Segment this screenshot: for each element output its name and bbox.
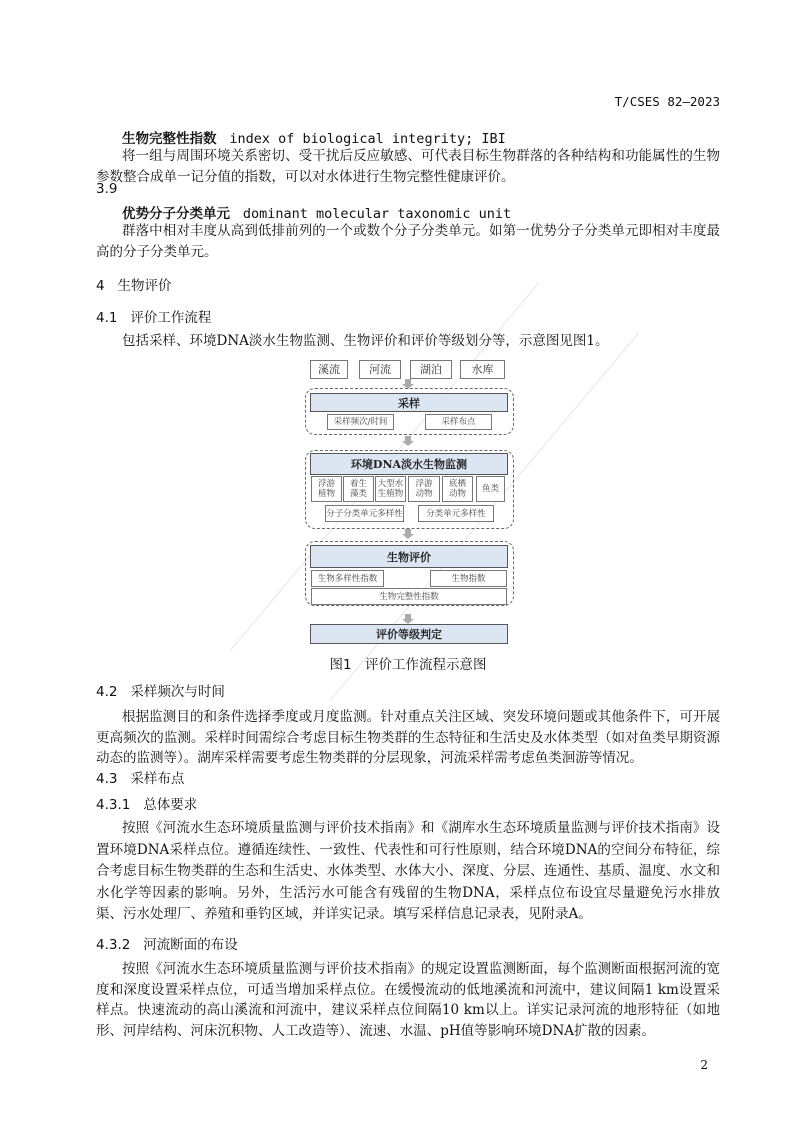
arrow-down-icon [405, 436, 411, 442]
evaluation-title: 生物评价 [310, 545, 508, 568]
taxon-group-box: 浮游 动物 [408, 476, 440, 502]
sampling-title: 采样 [310, 393, 508, 412]
term-definition: 群落中相对丰度从高到低排前列的一个或数个分子分类单元。如第一优势分子分类单元即相对丰度最高的分子分类单元。 [96, 223, 720, 260]
monitoring-title: 环境DNA淡水生物监测 [310, 453, 508, 475]
term-title-cn: 生物完整性指数 [122, 131, 217, 147]
doc-id-header: T/CSES 82—2023 [614, 94, 720, 109]
evaluation-item: 生物指数 [430, 570, 507, 587]
term-definition: 将一组与周围环境关系密切、受干扰后反应敏感、可代表目标生物群落的各种结构和功能属性的生物参数整合成单一记分值的指数，可以对水体进行生物完整性健康评价。 [96, 148, 720, 185]
arrow-down-icon [405, 529, 411, 535]
metric-box: 分子分类单元多样性 [325, 505, 404, 522]
arrow-down-icon [405, 379, 411, 385]
paragraph: 按照《河流水生态环境质量监测与评价技术指南》和《湖库水生态环境质量监测与评价技术指南》设置环境DNA采样点位。遵循连续性、一致性、代表性和可行性原则，结合环境DNA的空间分布特征，综合考虑目标生物类群的生态和生活史、水体类型、水体大小、深度、分层、连通性、基质、温度、水文和水化学等因素的影响。另外，生活污水可能含有残留的生物DNA，采样点位布设宜尽量避免污水排放渠、污水处理厂、养殖和垂钓区域，并详实记录。填写采样信息记录表，见附录A。 [96, 820, 720, 922]
paragraph: 根据监测目的和条件选择季度或月度监测。针对重点关注区域、突发环境问题或其他条件下，可开展更高频次的监测。采样时间需综合考虑目标生物类群的生态特征和生活史及水体类型（如对鱼类早期资源动态的监测等）。湖库采样需要考虑生物类群的分层现象，河流采样需考虑鱼类洄游等情况。 [96, 709, 720, 766]
taxon-group-box: 着生 藻类 [343, 476, 374, 502]
term-title-en: index of biological integrity; IBI [229, 131, 506, 147]
section-heading: 4.3.2 河流断面的布设 [96, 937, 238, 953]
grading-box: 评价等级判定 [310, 624, 508, 644]
source-box: 湖泊 [410, 360, 452, 379]
arrow-down-icon [405, 614, 411, 620]
sampling-item: 采样布点 [425, 414, 492, 430]
figure-caption: 图1 评价工作流程示意图 [329, 657, 487, 673]
source-box: 溪流 [310, 360, 348, 379]
taxon-group-box: 鱼类 [476, 476, 505, 502]
term-heading [122, 127, 506, 147]
paragraph: 包括采样、环境DNA淡水生物监测、生物评价和评价等级划分等，示意图见图1。 [122, 333, 609, 349]
taxon-group-box: 大型水 生植物 [375, 476, 406, 502]
taxon-group-box: 浮游 植物 [311, 476, 342, 502]
section-heading: 4.1 评价工作流程 [96, 310, 212, 326]
source-box: 河流 [359, 360, 401, 379]
term-heading [122, 202, 511, 222]
page-number: 2 [700, 1058, 708, 1072]
section-heading: 4.3.1 总体要求 [96, 797, 198, 813]
source-box: 水库 [460, 360, 505, 379]
metric-box: 分类单元多样性 [418, 505, 494, 522]
evaluation-item: 生物多样性指数 [311, 570, 384, 587]
term-title-en: dominant molecular taxonomic unit [242, 206, 512, 222]
section-heading: 4 生物评价 [96, 278, 172, 294]
term-number: 3.9 [96, 181, 118, 197]
section-heading: 4.3 采样布点 [96, 771, 185, 787]
evaluation-item: 生物完整性指数 [311, 588, 507, 605]
section-heading: 4.2 采样频次与时间 [96, 684, 225, 700]
sampling-item: 采样频次/时间 [327, 414, 394, 430]
taxon-group-box: 底栖 动物 [442, 476, 473, 502]
paragraph: 按照《河流水生态环境质量监测与评价技术指南》的规定设置监测断面，每个监测断面根据河流的宽度和深度设置采样点位，可适当增加采样点位。在缓慢流动的低地溪流和河流中，建议间隔1 km设置采样点。快速流动的高山溪流和河流中，建议采样点位间隔10 km以上。详实记录河流的地形特征（如地形、河岸结构、河床沉积物、人工改造等）、流速、水温、pH值等影响环境DNA扩散的因素。 [96, 961, 720, 1039]
term-title-cn: 优势分子分类单元 [122, 206, 230, 222]
